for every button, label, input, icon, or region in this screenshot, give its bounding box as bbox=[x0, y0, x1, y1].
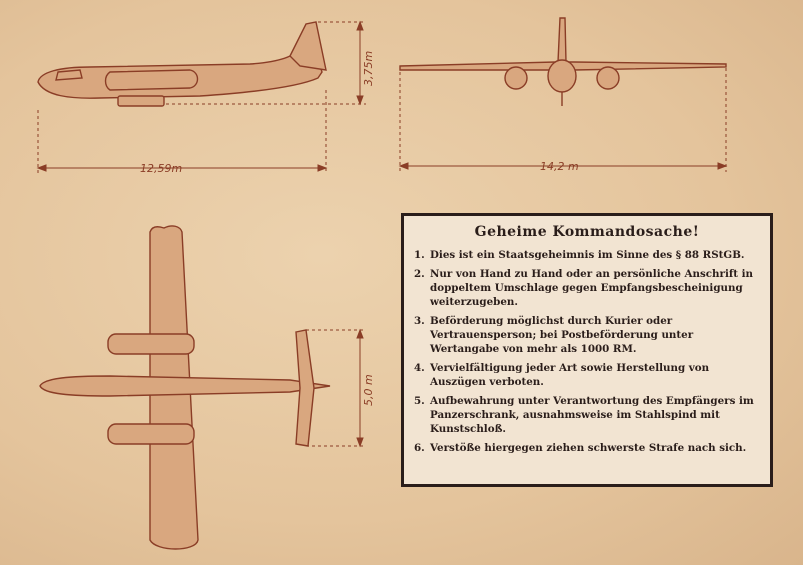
top-view bbox=[40, 226, 330, 549]
notice-item: 6. Verstöße hiergegen ziehen schwerste Strafe nach sich. bbox=[414, 442, 747, 454]
top-view-fuselage bbox=[40, 376, 330, 396]
top-view-engine-lower bbox=[108, 424, 194, 444]
dim-label-side-length: 12,59m bbox=[140, 162, 183, 175]
side-view bbox=[38, 22, 326, 106]
notice-item: 4. Vervielfältigung jeder Art sowie Herstellung von Auszügen verboten. bbox=[414, 362, 710, 388]
top-view-engine-upper bbox=[108, 334, 194, 354]
side-view-landing-gear bbox=[118, 96, 164, 106]
notice-item: 5. Aufbewahrung unter Verantwortung des Empfängers im Panzerschrank, ausnahmsweise im Stahlspind mit Kunstschloß. bbox=[414, 395, 754, 435]
notice-item: 3. Beförderung möglichst durch Kurier oder Vertrauensperson; bei Postbeförderung unter Wertangabe von mehr als 1000 RM. bbox=[414, 315, 694, 355]
front-view-fin bbox=[558, 18, 566, 62]
front-view bbox=[400, 18, 726, 106]
side-view-engine-nacelle bbox=[106, 70, 198, 90]
secret-notice-stamp bbox=[401, 213, 773, 487]
dim-label-top-height: 5,0 m bbox=[362, 374, 375, 406]
notice-item: 1. Dies ist ein Staatsgeheimnis im Sinne des § 88 RStGB. bbox=[414, 249, 745, 261]
front-view-fuselage bbox=[548, 60, 576, 92]
front-view-engine-right bbox=[597, 67, 619, 89]
dim-label-front-span: 14,2 m bbox=[540, 160, 579, 173]
dim-label-side-height: 3,75m bbox=[362, 50, 375, 86]
notice-list bbox=[414, 248, 760, 455]
front-view-engine-left bbox=[505, 67, 527, 89]
notice-item: 2. Nur von Hand zu Hand oder an persönliche Anschrift in doppeltem Umschlage gegen Empfangsbescheinigung weiterzugeben. bbox=[414, 268, 754, 308]
notice-title: Geheime Kommandosache! bbox=[474, 224, 700, 240]
